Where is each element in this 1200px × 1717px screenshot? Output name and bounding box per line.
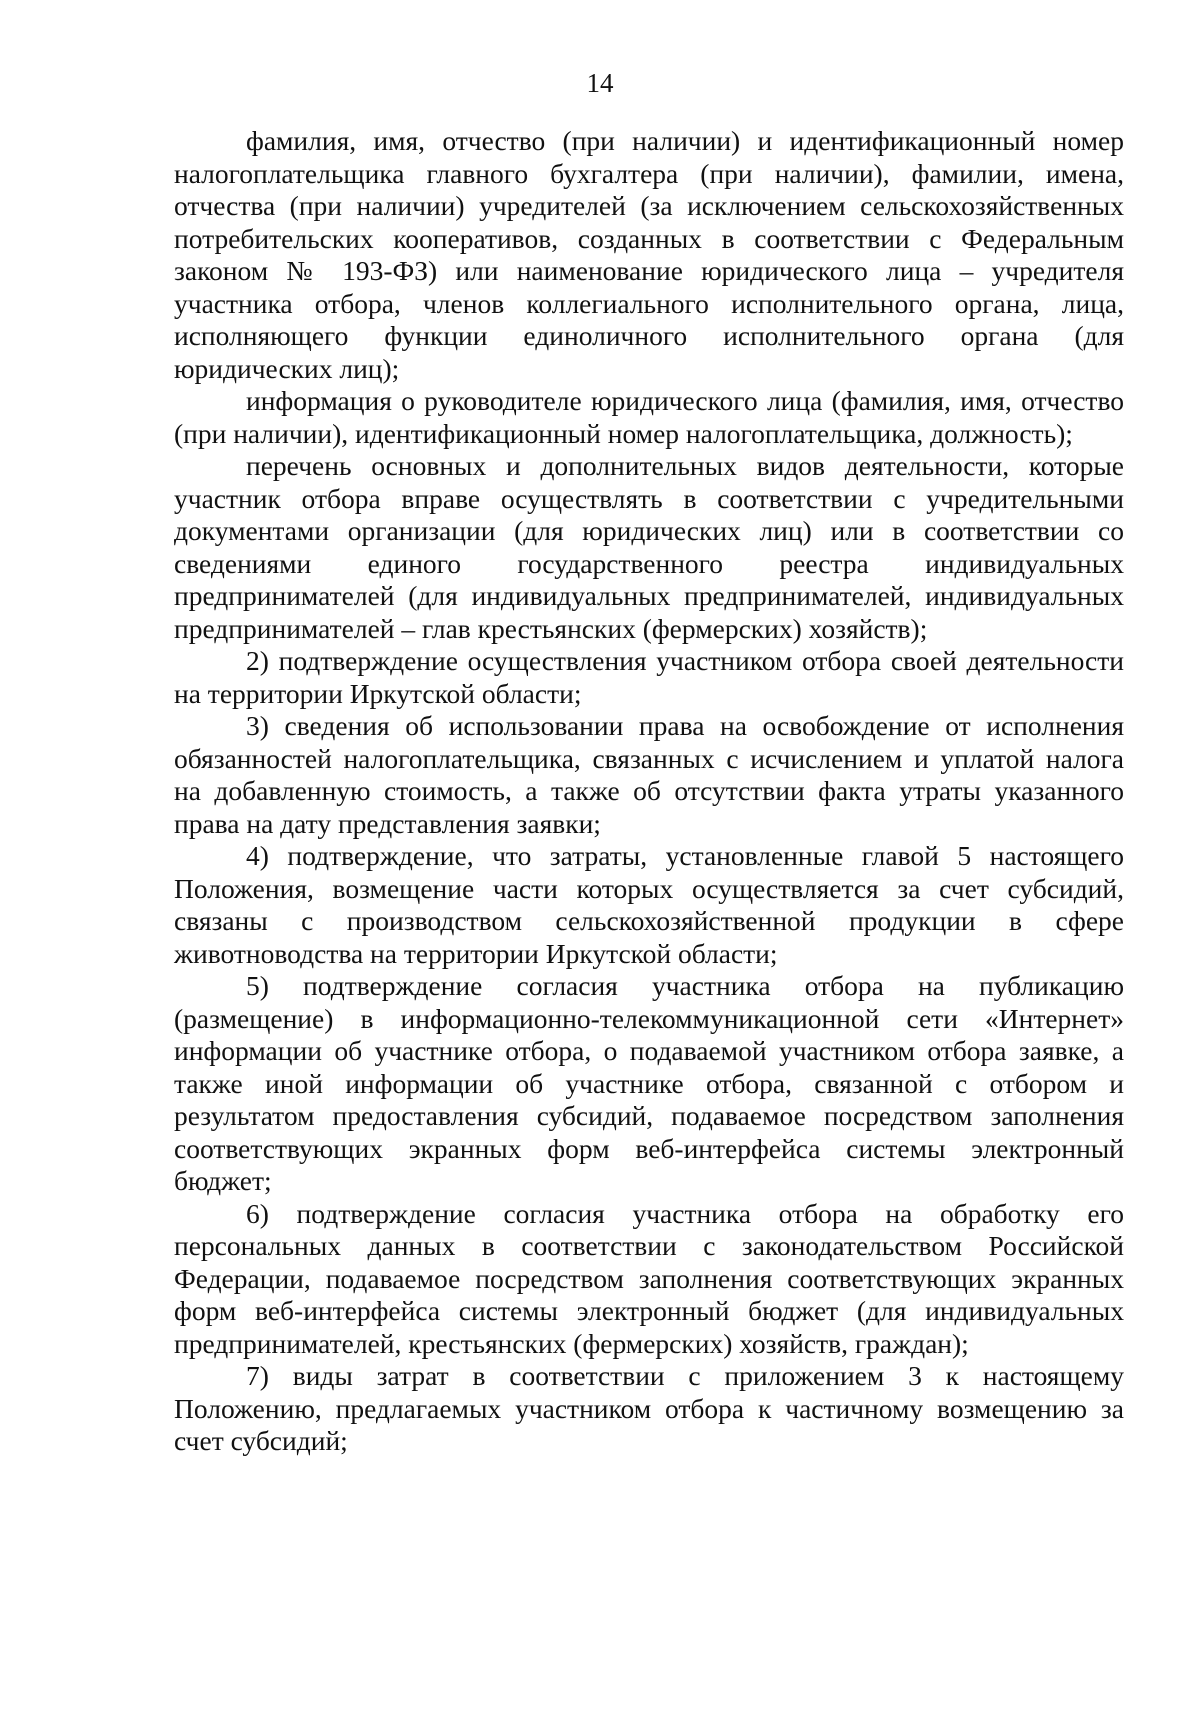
paragraph-activities-list: перечень основных и дополнительных видов деятельности, которые участник отбора вправе осуществлять в соответствии с учредительными документами организации (для юридических лиц) или в соответствии со сведениями единого государственного реестра индивидуальных предпринимателей (для индивидуальных предпринимателей, индивидуальных предпринимателей – глав крестьянских (фермерских) хозяйств); [174, 450, 1124, 644]
paragraph-item-4: 4) подтверждение, что затраты, установленные главой 5 настоящего Положения, возмещение части которых осуществляется за счет субсидий, связаны с производством сельскохозяйственной продукции в сфере животноводства на территории Иркутской области; [174, 840, 1124, 969]
page-number: 14 [586, 68, 614, 98]
paragraph-item-3: 3) сведения об использовании права на освобождение от исполнения обязанностей налогоплательщика, связанных с исчислением и уплатой налога на добавленную стоимость, а также об отсутствии факта утраты указанного права на дату представления заявки; [174, 710, 1124, 839]
paragraph-item-5: 5) подтверждение согласия участника отбора на публикацию (размещение) в информационно-телекоммуникационной сети «Интернет» информации об участнике отбора, о подаваемой участником отбора заявке, а также иной информации об участнике отбора, связанной с отбором и результатом предоставления субсидий, подаваемое посредством заполнения соответствующих экранных форм веб-интерфейса системы электронный бюджет; [174, 970, 1124, 1196]
paragraph-item-2: 2) подтверждение осуществления участником отбора своей деятельности на территории Иркутской области; [174, 645, 1124, 709]
paragraph-item-7: 7) виды затрат в соответствии с приложением 3 к настоящему Положению, предлагаемых участником отбора к частичному возмещению за счет субсидий; [174, 1360, 1124, 1456]
paragraph-founders-info: фамилия, имя, отчество (при наличии) и идентификационный номер налогоплательщика главного бухгалтера (при наличии), фамилии, имена, отчества (при наличии) учредителей (за исключением сельскохозяйственных потребительских кооперативов, созданных в соответствии с Федеральным законом № 193-ФЗ) или наименование юридического лица – учредителя участника отбора, членов коллегиального исполнительного органа, лица, исполняющего функции единоличного исполнительного органа (для юридических лиц); [174, 125, 1124, 384]
paragraph-head-info: информация о руководителе юридического лица (фамилия, имя, отчество (при наличии), идентификационный номер налогоплательщика, должность); [174, 385, 1124, 449]
document-body [174, 125, 1124, 1458]
paragraph-item-6: 6) подтверждение согласия участника отбора на обработку его персональных данных в соответствии с законодательством Российской Федерации, подаваемое посредством заполнения соответствующих экранных форм веб-интерфейса системы электронный бюджет (для индивидуальных предпринимателей, крестьянских (фермерских) хозяйств, граждан); [174, 1197, 1124, 1359]
